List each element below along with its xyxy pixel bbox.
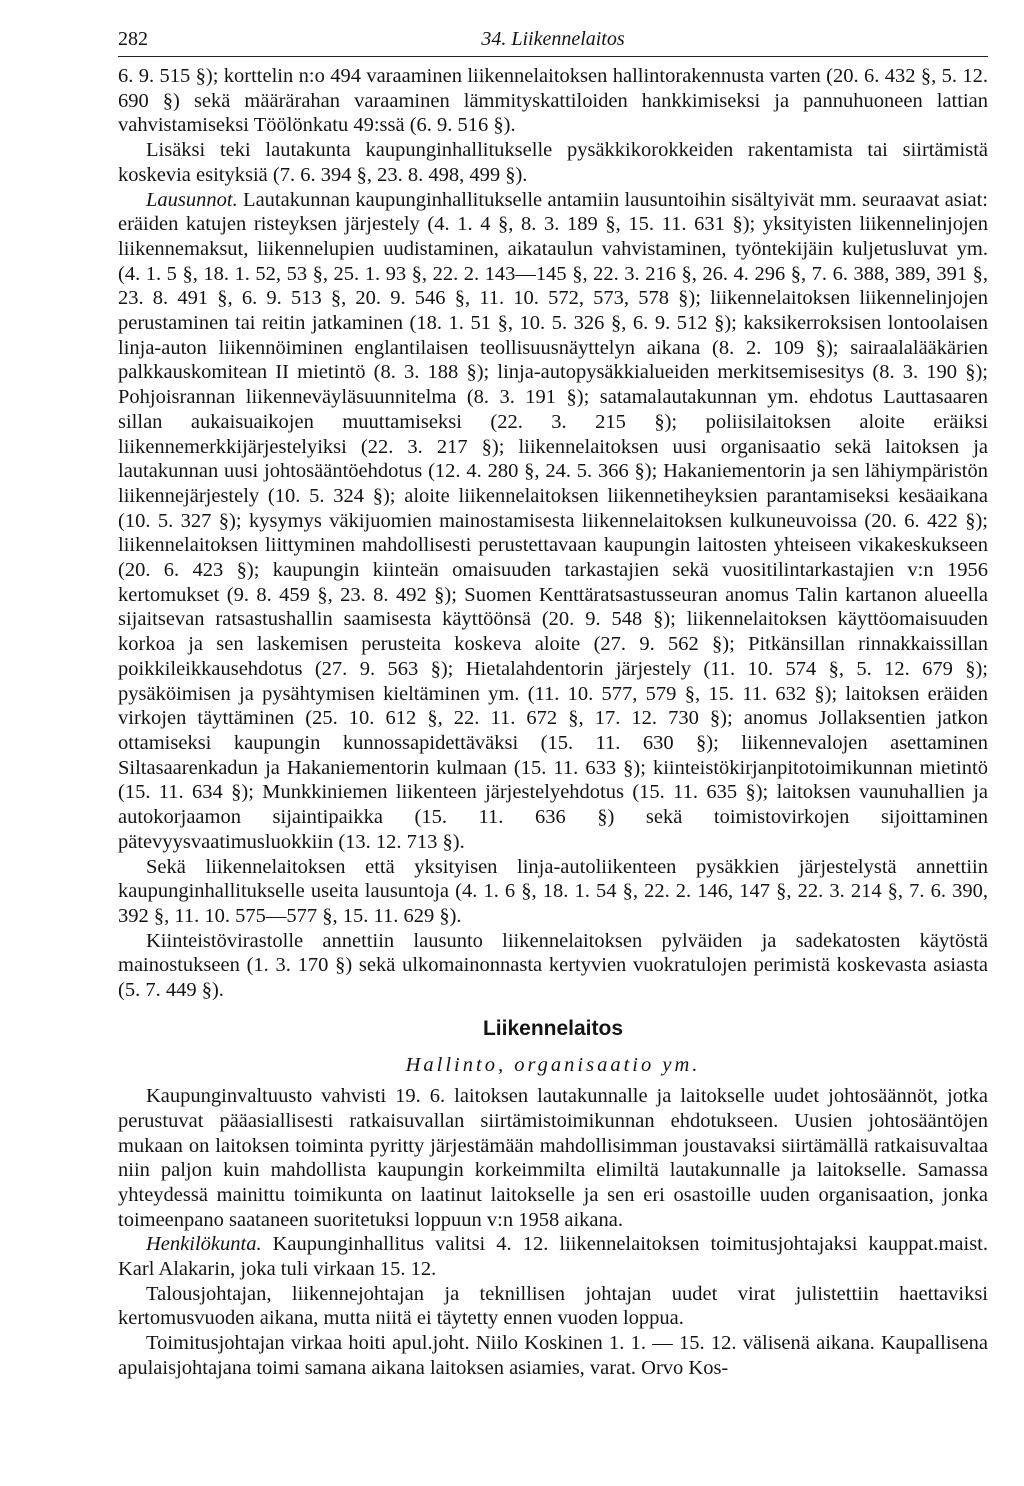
paragraph-text: Kaupunginhallitus valitsi 4. 12. liikennelaitoksen toimitusjohtajaksi kauppat.maist. Karl Alakarin, joka tuli virkaan 15. 12. <box>118 1233 988 1281</box>
paragraph: Sekä liikennelaitoksen että yksityisen linja-autoliikenteen pysäkkien järjestelystä annettiin kaupunginhallitukselle useita lausuntoja (4. 1. 6 §, 18. 1. 54 §, 22. 2. 146, 147 §, 22. 3. 214 §, 7. 6. 390, 392 §, 11. 10. 575—577 §, 15. 11. 629 §). <box>118 855 988 927</box>
paragraph-henkilokunta <box>118 1232 988 1281</box>
paragraph: Toimitusjohtajan virkaa hoiti apul.joht. Niilo Koskinen 1. 1. — 15. 12. välisenä aikana. Kaupallisena apulaisjohtajana toimi samana aikana laitoksen asiamies, varat. Orvo Kos- <box>118 1332 988 1379</box>
run-in-heading: Lausunnot. <box>146 188 238 211</box>
sub-heading: Hallinto, organisaatio ym. <box>405 1054 701 1077</box>
paragraph: Talousjohtajan, liikennejohtajan ja teknillisen johtajan uudet virat julistettiin haettaviksi kertomusvuoden aikana, mutta niitä ei täytetty ennen vuoden loppua. <box>118 1282 988 1330</box>
body-text <box>118 64 988 1381</box>
section-heading: Liikennelaitos <box>482 1016 624 1040</box>
page-number: 282 <box>118 28 148 50</box>
paragraph: Kaupunginvaltuusto vahvisti 19. 6. laitoksen lautakunnalle ja laitokselle uudet johtosäännöt, jotka perustuvat pääasiallisesti ratkaisuvallan siirtämistoimikunnan ehdotukseen. Uusien johtosääntöjen mukaan on laitoksen toiminta pyritty järjestämään mahdollisimman joustavaksi siirtämällä ratkaisuvaltaa niin paljon kuin mahdollista kaupungin korkeimmilta elimiltä lautakunnalle ja laitokselle. Samassa yhteydessä mainittu toimikunta on laatinut laitokselle ja sen eri osastoille uuden organisaation, jonka toimeenpano saataneen suoritetuksi loppuun v:n 1958 aikana. <box>118 1085 988 1231</box>
run-in-heading: Henkilökunta. <box>146 1233 262 1256</box>
running-head: 34. Liikennelaitos <box>481 28 625 50</box>
paragraph: Lisäksi teki lautakunta kaupunginhallitukselle pysäkkikorokkeiden rakentamista tai siirtämistä koskevia esityksiä (7. 6. 394 §, 23. 8. 498, 499 §). <box>118 139 988 186</box>
paragraph-text: Lautakunnan kaupunginhallitukselle antamiin lausuntoihin sisältyivät mm. seuraavat asiat: eräiden katujen risteyksen järjestely (4. 1. 4 §, 8. 3. 189 §, 15. 11. 631 §); yksityisten liikennelinjojen liikennemaksut, liikennelupien uudistaminen, aikataulun vahvistaminen, työntekijäin kuljetusluvat ym. (4. 1. 5 §, 18. 1. 52, 53 §, 25. 1. 93 §, 22. 2. 143—145 §, 22. 3. 216 §, 26. 4. 296 §, 7. 6. 388, 389, 391 §, 23. 8. 491 §, 6. 9. 513 §, 20. 9. 546 §, 11. 10. 572, 573, 578 §); liikennelaitoksen liikennelinjojen perustaminen tai reitin jatkaminen (18. 1. 51 §, 10. 5. 326 §, 6. 9. 512 §); kaksikerroksisen lontoolaisen linja-auton liikennöiminen englantilaisen teollisuusnäyttelyn aikana (8. 2. 109 §); sairaalalääkärien palkkauskomitean II mietintö (8. 3. 188 §); linja-autopysäkkialueiden merkitsemisesitys (8. 3. 190 §); Pohjoisrannan liikenneväyläsuunnitelma (8. 3. 191 §); satamalautakunnan ym. ehdotus Lauttasaaren sillan aukaisuaikojen muuttamiseksi (22. 3. 215 §); poliisilaitoksen aloite eräiksi liikennemerkkijärjestelyiksi (22. 3. 217 §); liikennelaitoksen uusi organisaatio sekä laitoksen ja lautakunnan uusi johtosääntöehdotus (12. 4. 280 §, 24. 5. 366 §); Hakaniementorin ja sen lähiympäristön liikennejärjestely (10. 5. 324 §); aloite liikennelaitoksen liikennetiheyksien parantamiseksi kesäaikana (10. 5. 327 §); kysymys väkijuomien mainostamisesta liikennelaitoksen kulkuneuvoissa (20. 6. 422 §); liikennelaitoksen liittyminen mahdollisesti perustettavaan kaupungin laitosten yhteiseen vikakeskukseen (20. 6. 423 §); kaupungin kiinteän omaisuuden tarkastajien sekä vuositilintarkastajien v:n 1956 kertomukset (9. 8. 459 §, 23. 8. 492 §); Suomen Kenttäratsastusseuran anomus Talin kartanon alueella sijaitsevan ratsastushallin saamisesta käyttöönsä (20. 9. 548 §); liikennelaitoksen käyttöomaisuuden korkoa ja sen laskemisen perusteita koskeva aloite (27. 9. 562 §); Pitkänsillan rinnakkaissillan poikkileikkausehdotus (27. 9. 563 §); Hietalahdentorin järjestely (11. 10. 574 §, 5. 12. 679 §); pysäköimisen ja pysähtymisen kieltäminen ym. (11. 10. 577, 579 §, 15. 11. 632 §); laitoksen eräiden virkojen täyttäminen (25. 10. 612 §, 22. 11. 672 §, 17. 12. 730 §); anomus Jollaksentien jatkon ottamiseksi kaupungin kunnossapidettäväksi (15. 11. 630 §); liikennevalojen asettaminen Siltasaarenkadun ja Hakaniementorin kulmaan (15. 11. 633 §); kiinteistökirjanpitotoimikunnan mietintö (15. 11. 634 §); Munkkiniemen liikenteen järjestelyehdotus (15. 11. 635 §); laitoksen vaunuhallien ja autokorjaamon sijaintipaikka (15. 11. 636 §) sekä toimistovirkojen sijoittaminen pätevyysvaatimusluokkiin (13. 12. 713 §). <box>118 188 989 853</box>
paragraph-lausunnot <box>118 188 988 855</box>
paragraph: Kiinteistövirastolle annettiin lausunto liikennelaitoksen pylväiden ja sadekatosten käytöstä mainostukseen (1. 3. 170 §) sekä ulkomainonnasta kertyvien vuokratulojen perimistä koskevasta asiasta (5. 7. 449 §). <box>118 929 988 1002</box>
page-header <box>118 22 988 57</box>
paragraph: 6. 9. 515 §); korttelin n:o 494 varaaminen liikennelaitoksen hallintorakennusta varten (20. 6. 432 §, 5. 12. 690 §) sekä määrärahan varaaminen lämmityskattiloiden hankkimiseksi ja pannuhuoneen lattian vahvistamiseksi Töölönkatu 49:ssä (6. 9. 516 §). <box>118 65 988 137</box>
